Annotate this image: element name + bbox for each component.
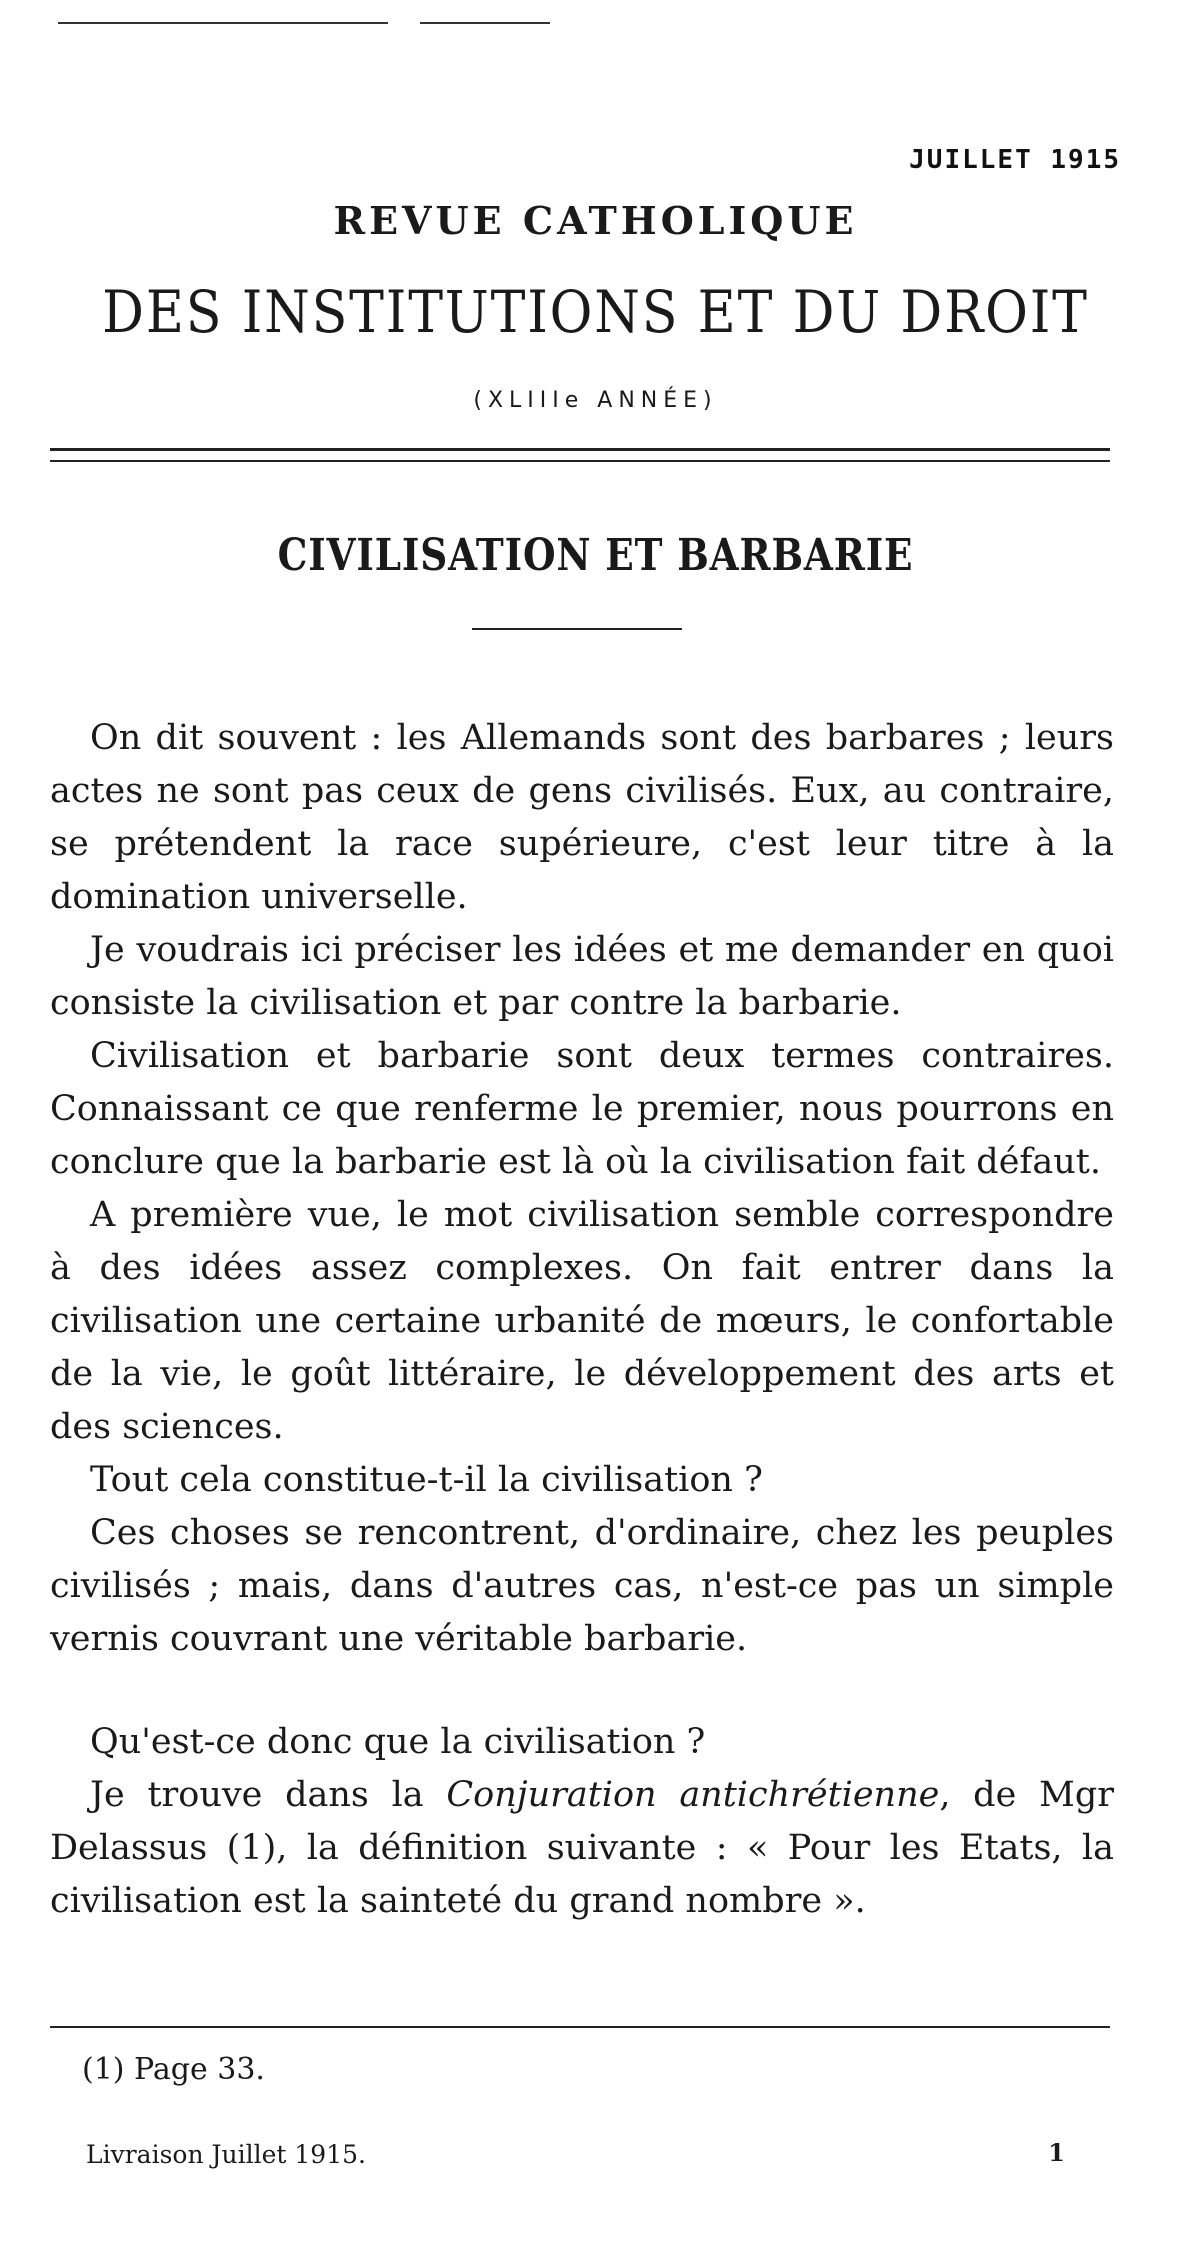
text-after-italic: , de Mgr Delassus (1), la définition suivante : « Pour les Etats, la civilisation est la sainteté du grand nombre ». xyxy=(50,1775,1114,1921)
article-body xyxy=(50,712,1114,1928)
paragraph: Je voudrais ici préciser les idées et me demander en quoi consiste la civilisation et par contre la barbarie. xyxy=(50,930,1114,1023)
issue-date: JUILLET 1915 xyxy=(909,145,1121,175)
livraison-footer: Livraison Juillet 1915. xyxy=(86,2140,366,2169)
book-title: Conjuration antichrétienne xyxy=(446,1775,940,1815)
footnote: (1) Page 33. xyxy=(82,2052,265,2087)
question-paragraph: Qu'est-ce donc que la civilisation ? xyxy=(90,1722,706,1762)
paragraph: Civilisation et barbarie sont deux termes contraires. Connaissant ce que renferme le premier, nous pourrons en conclure que la barbarie est là où la civilisation fait défaut. xyxy=(50,1036,1114,1182)
top-rule-short xyxy=(420,22,550,24)
page-mark: 1 xyxy=(1048,2138,1065,2167)
top-rule xyxy=(58,22,388,24)
paragraph xyxy=(50,1769,1114,1928)
paragraph: Tout cela constitue-t-il la civilisation ? xyxy=(90,1460,763,1500)
paragraph: A première vue, le mot civilisation semble correspondre à des idées assez complexes. On fait entrer dans la civilisation une certaine urbanité de mœurs, le confortable de la vie, le goût littéraire, le développement des arts et des sciences. xyxy=(50,1195,1114,1447)
text-before-italic: Je trouve dans la xyxy=(90,1775,447,1815)
journal-subtitle: DES INSTITUTIONS ET DU DROIT xyxy=(102,278,1089,346)
header-double-rule xyxy=(50,448,1110,462)
article-title: CIVILISATION ET BARBARIE xyxy=(277,530,914,581)
paragraph: On dit souvent : les Allemands sont des barbares ; leurs actes ne sont pas ceux de gens civilisés. Eux, au contraire, se prétendent la race supérieure, c'est leur titre à la domination universelle. xyxy=(50,718,1114,917)
title-rule xyxy=(472,628,682,630)
journal-year: (XLIIIe ANNÉE) xyxy=(473,388,718,413)
journal-title: REVUE CATHOLIQUE xyxy=(333,198,858,243)
footnote-rule xyxy=(50,2026,1110,2028)
paragraph-gap xyxy=(50,1666,1114,1716)
paragraph: Ces choses se rencontrent, d'ordinaire, chez les peuples civilisés ; mais, dans d'autres cas, n'est-ce pas un simple vernis couvrant une véritable barbarie. xyxy=(50,1513,1114,1659)
